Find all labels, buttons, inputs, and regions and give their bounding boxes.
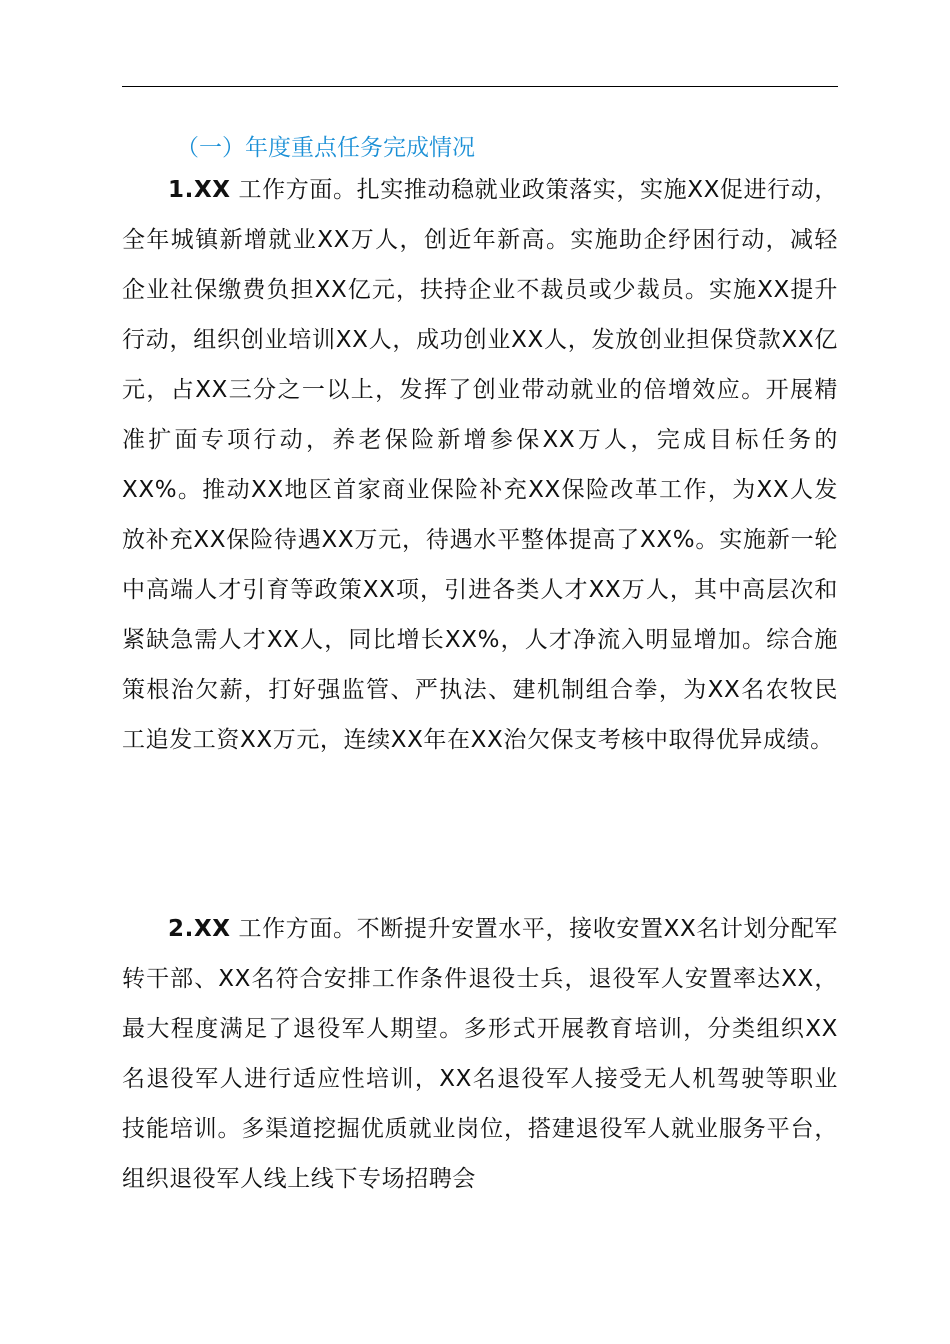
paragraph-1-lead: 1.XX — [168, 177, 231, 203]
paragraph-2 — [122, 904, 838, 1204]
paragraph-2-text: 工作方面。不断提升安置水平，接收安置XX名计划分配军转干部、XX名符合安排工作条件退役士兵，退役军人安置率达XX，最大程度满足了退役军人期望。多形式开展教育培训，分类组织XX名退役军人进行适应性培训，XX名退役军人接受无人机驾驶等职业技能培训。多渠道挖掘优质就业岗位，搭建退役军人就业服务平台，组织退役军人线上线下专场招聘会 — [122, 916, 838, 1192]
paragraph-1 — [122, 165, 838, 765]
paragraph-1-text: 工作方面。扎实推动稳就业政策落实，实施XX促进行动，全年城镇新增就业XX万人，创近年新高。实施助企纾困行动，减轻企业社保缴费负担XX亿元，扶持企业不裁员或少裁员。实施XX提升行动，组织创业培训XX人，成功创业XX人，发放创业担保贷款XX亿元，占XX三分之一以上，发挥了创业带动就业的倍增效应。开展精准扩面专项行动，养老保险新增参保XX万人，完成目标任务的XX%。推动XX地区首家商业保险补充XX保险改革工作，为XX人发放补充XX保险待遇XX万元，待遇水平整体提高了XX%。实施新一轮中高端人才引育等政策XX项，引进各类人才XX万人，其中高层次和紧缺急需人才XX人，同比增长XX%，人才净流入明显增加。综合施策根治欠薪，打好强监管、严执法、建机制组合拳，为XX名农牧民工追发工资XX万元，连续XX年在XX治欠保支考核中取得优异成绩。 — [122, 177, 839, 753]
header-divider — [122, 86, 838, 87]
section-heading: （一）年度重点任务完成情况 — [176, 135, 475, 161]
paragraph-2-lead: 2.XX — [168, 916, 231, 942]
